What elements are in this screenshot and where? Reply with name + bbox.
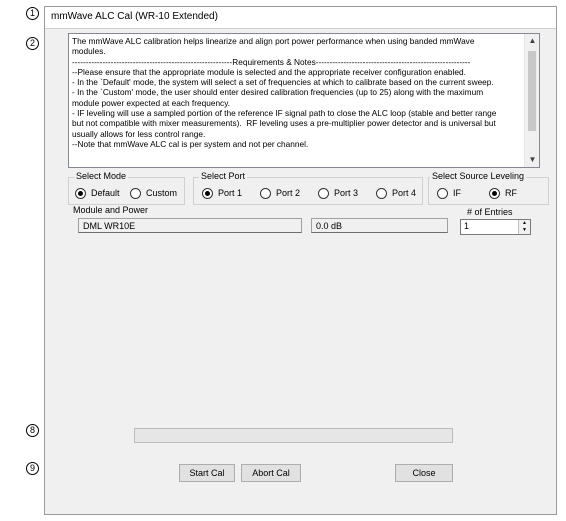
source-leveling-group bbox=[428, 171, 549, 205]
leveling-if-radio[interactable] bbox=[437, 187, 461, 199]
scroll-thumb[interactable] bbox=[528, 51, 536, 131]
entries-stepper[interactable] bbox=[518, 220, 530, 234]
leveling-rf-label: RF bbox=[505, 188, 517, 198]
scroll-down-icon[interactable]: ▼ bbox=[528, 155, 537, 164]
entries-spinbox[interactable] bbox=[460, 219, 531, 235]
port-3-label: Port 3 bbox=[334, 188, 359, 198]
callout-8: 8 bbox=[26, 424, 39, 437]
close-button[interactable]: Close bbox=[395, 464, 453, 482]
port-1-radio[interactable] bbox=[202, 187, 242, 199]
mode-default-radio[interactable] bbox=[75, 187, 120, 199]
spin-up-icon[interactable]: ▲ bbox=[522, 220, 527, 226]
scroll-up-icon[interactable]: ▲ bbox=[528, 36, 537, 45]
port-4-radio[interactable] bbox=[376, 187, 416, 199]
port-1-label: Port 1 bbox=[218, 188, 243, 198]
select-mode-title: Select Mode bbox=[76, 171, 127, 181]
select-mode-group bbox=[68, 171, 185, 205]
window-title: mmWave ALC Cal (WR-10 Extended) bbox=[45, 7, 556, 29]
entries-value: 1 bbox=[464, 221, 470, 231]
radio-selected-icon bbox=[202, 188, 213, 199]
calibration-progress-bar bbox=[134, 428, 453, 443]
mode-custom-radio[interactable] bbox=[130, 187, 177, 199]
leveling-rf-radio[interactable] bbox=[489, 187, 517, 199]
module-field: DML WR10E bbox=[78, 218, 302, 233]
source-leveling-title: Select Source Leveling bbox=[432, 171, 525, 181]
start-cal-button[interactable]: Start Cal bbox=[179, 464, 235, 482]
mode-default-label: Default bbox=[91, 188, 120, 198]
callout-1: 1 bbox=[26, 7, 39, 20]
abort-cal-button[interactable]: Abort Cal bbox=[241, 464, 301, 482]
port-3-radio[interactable] bbox=[318, 187, 358, 199]
entries-label: # of Entries bbox=[467, 207, 513, 217]
notes-textbox[interactable] bbox=[68, 33, 540, 168]
radio-selected-icon bbox=[75, 188, 86, 199]
callout-2: 2 bbox=[26, 37, 39, 50]
callout-9: 9 bbox=[26, 462, 39, 475]
notes-scrollbar[interactable] bbox=[524, 34, 539, 167]
module-power-label: Module and Power bbox=[73, 205, 149, 215]
mode-custom-label: Custom bbox=[146, 188, 178, 198]
radio-unselected-icon bbox=[437, 188, 448, 199]
alc-cal-window bbox=[44, 6, 557, 515]
radio-unselected-icon bbox=[130, 188, 141, 199]
port-2-radio[interactable] bbox=[260, 187, 300, 199]
spin-down-icon[interactable]: ▼ bbox=[522, 227, 527, 233]
power-field: 0.0 dB bbox=[311, 218, 448, 233]
radio-unselected-icon bbox=[376, 188, 387, 199]
select-port-group bbox=[193, 171, 423, 205]
radio-unselected-icon bbox=[260, 188, 271, 199]
port-4-label: Port 4 bbox=[392, 188, 417, 198]
leveling-if-label: IF bbox=[453, 188, 461, 198]
radio-selected-icon bbox=[489, 188, 500, 199]
port-2-label: Port 2 bbox=[276, 188, 301, 198]
notes-text: The mmWave ALC calibration helps linearize and align port power performance when using banded mmWave modules. ----------------------------------------------------------Requirements & Notes-------------------------------------------------------- --Please ensure that the appropriate module is selected and the appropriate receiver configuration enabled. - In the `Default' mode, the system will select a set of frequencies at which to calibrate based on the current sweep. - In the `Custom' mode, the user should enter desired calibration frequencies (up to 25) along with the maximum module power expected at each frequency. - IF leveling will use a sampled portion of the reference IF signal path to close the ALC loop (stable and better range but not compatible with mixer measurements). RF leveling uses a pre-multiplier power detector and is universal but usually allows for less control range. --Note that mmWave ALC cal is per system and not per channel. bbox=[72, 36, 497, 149]
select-port-title: Select Port bbox=[201, 171, 246, 181]
radio-unselected-icon bbox=[318, 188, 329, 199]
